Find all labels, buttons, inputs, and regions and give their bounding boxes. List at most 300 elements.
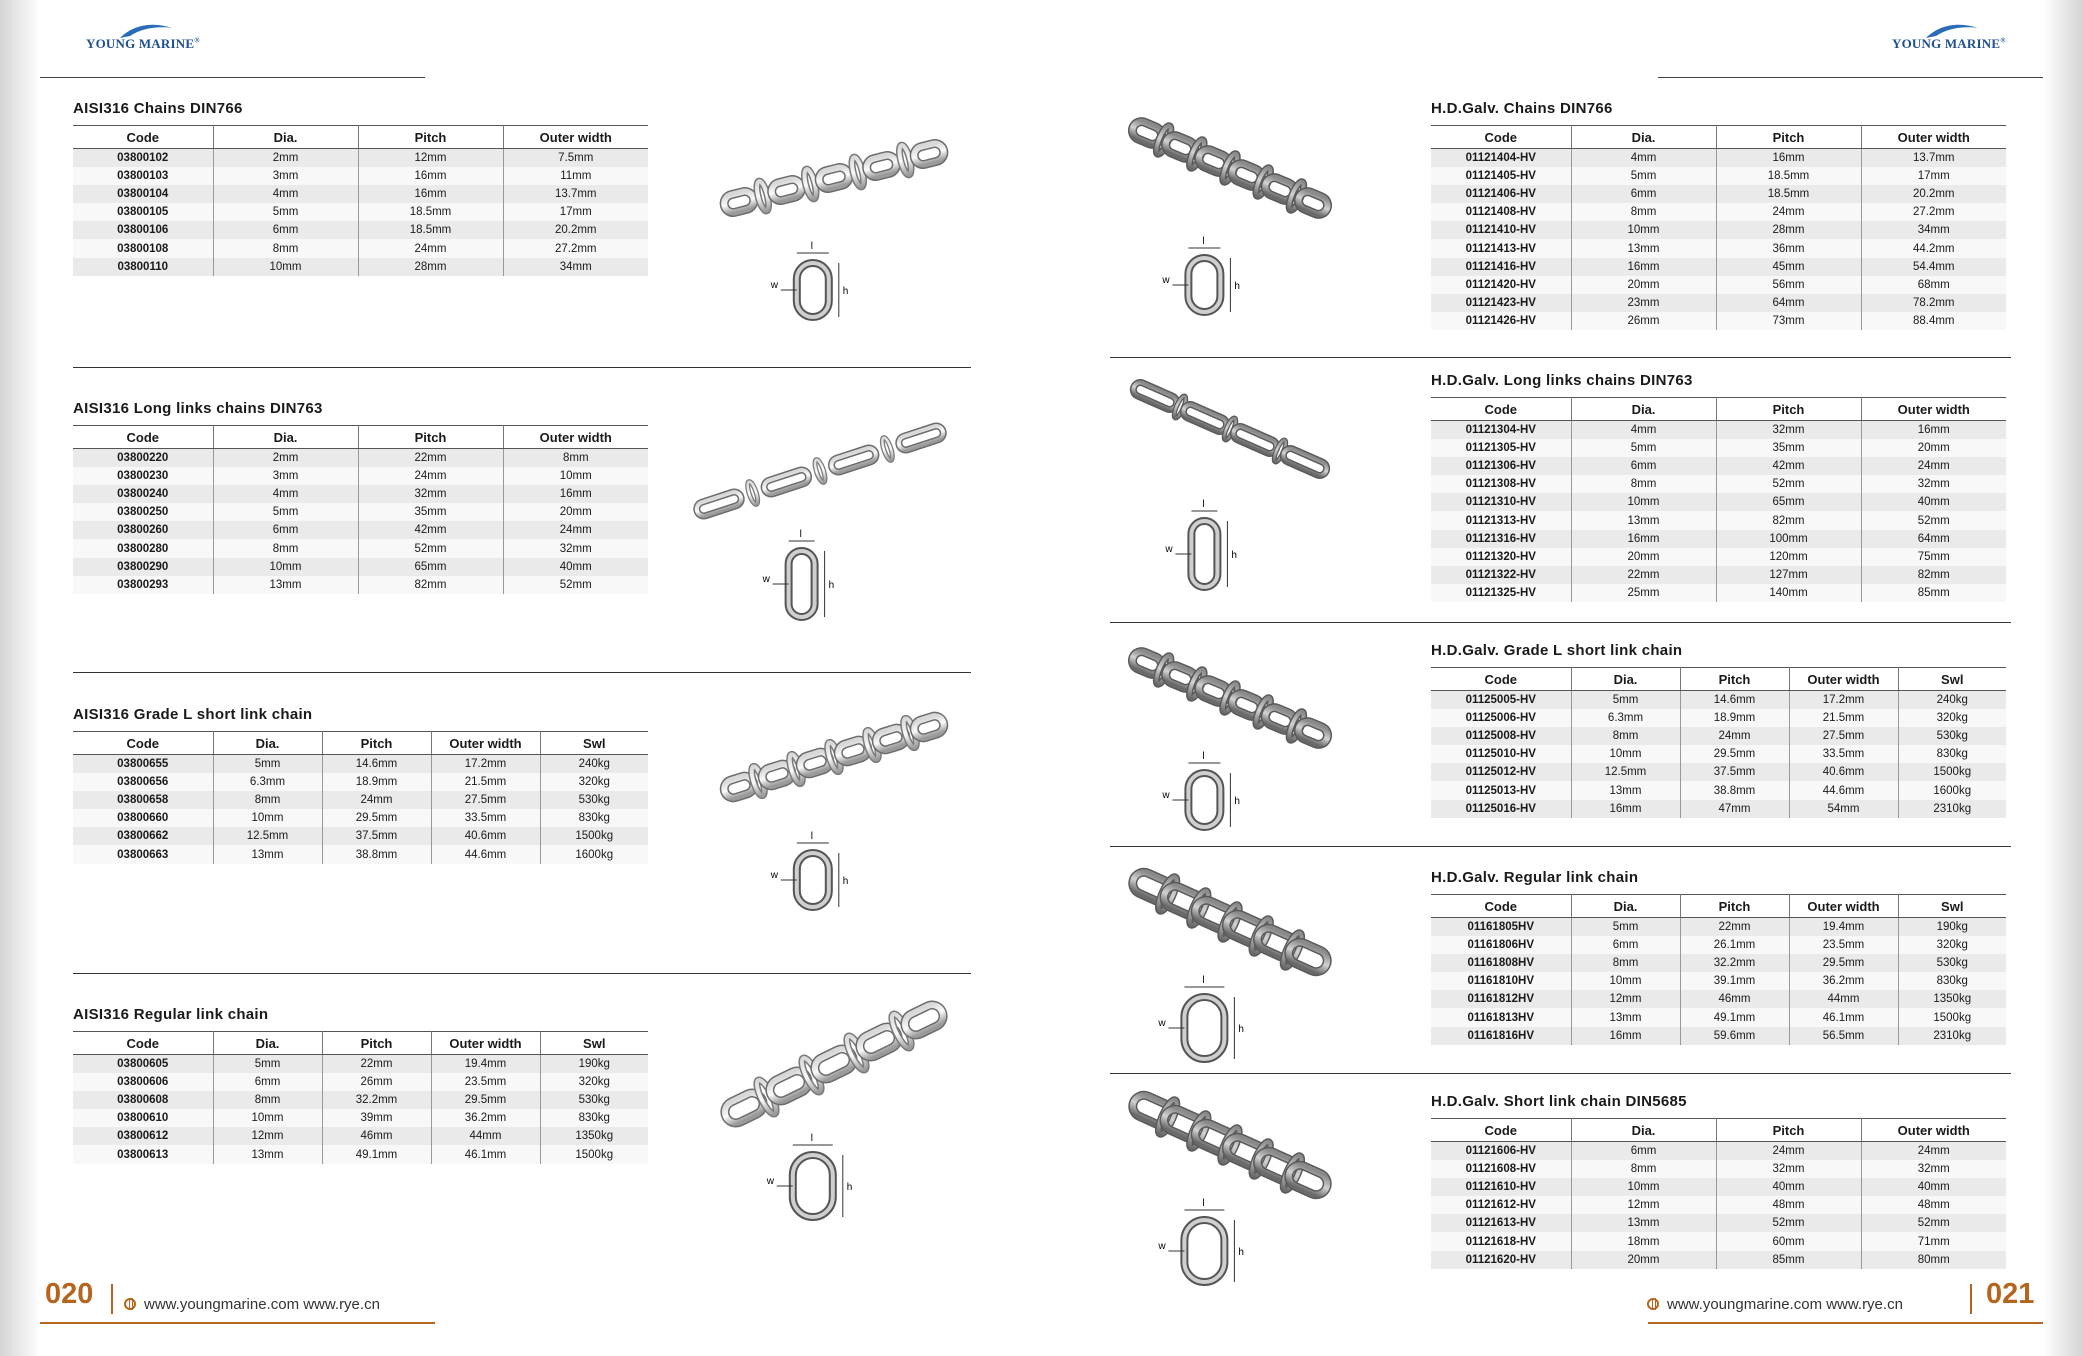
width-label: w bbox=[762, 574, 770, 585]
table-cell: 530kg bbox=[1898, 954, 2006, 972]
table-cell: 22mm bbox=[358, 449, 503, 467]
table-cell: 10mm bbox=[1571, 972, 1680, 990]
table-cell: 16mm bbox=[1571, 258, 1716, 276]
table-cell: 80mm bbox=[1861, 1251, 2006, 1269]
product-code: 01125008-HV bbox=[1431, 727, 1571, 745]
table-cell: 320kg bbox=[1898, 709, 2006, 727]
table-cell: 48mm bbox=[1861, 1196, 2006, 1214]
product-code: 01121612-HV bbox=[1431, 1196, 1571, 1214]
table-row bbox=[1431, 185, 2006, 203]
product-code: 01161808HV bbox=[1431, 954, 1571, 972]
table-cell: 830kg bbox=[1898, 745, 2006, 763]
table-cell: 4mm bbox=[1571, 149, 1716, 167]
chain-links bbox=[1130, 649, 1331, 747]
table-row bbox=[1431, 530, 2006, 548]
table-cell: 35mm bbox=[1716, 439, 1861, 457]
table-row bbox=[1431, 312, 2006, 330]
product-code: 01121420-HV bbox=[1431, 276, 1571, 294]
product-code: 01121406-HV bbox=[1431, 185, 1571, 203]
product-code: 03800104 bbox=[73, 185, 213, 203]
column-header: Dia. bbox=[1571, 126, 1716, 149]
table-cell: 1350kg bbox=[1898, 990, 2006, 1008]
product-code: 03800240 bbox=[73, 485, 213, 503]
table-cell: 830kg bbox=[1898, 972, 2006, 990]
table-cell: 13mm bbox=[1571, 781, 1680, 799]
table-cell: 82mm bbox=[358, 576, 503, 594]
spec-table bbox=[1431, 1118, 2006, 1269]
wave-icon bbox=[1922, 22, 1982, 40]
table-row bbox=[1431, 149, 2006, 167]
table-row bbox=[73, 1109, 648, 1127]
table-row bbox=[1431, 475, 2006, 493]
table-row bbox=[1431, 709, 2006, 727]
table-row bbox=[73, 1127, 648, 1145]
table-cell: 14.6mm bbox=[1680, 691, 1789, 709]
column-header: Outer width bbox=[1789, 895, 1898, 918]
height-label: h bbox=[828, 580, 835, 591]
height-label: h bbox=[846, 1182, 853, 1193]
table-cell: 40mm bbox=[1861, 493, 2006, 511]
height-label: h bbox=[842, 286, 849, 297]
table-cell: 24mm bbox=[322, 791, 431, 809]
table-cell: 17mm bbox=[1861, 167, 2006, 185]
section-divider bbox=[73, 367, 971, 368]
product-code: 01125005-HV bbox=[1431, 691, 1571, 709]
product-code: 03800610 bbox=[73, 1109, 213, 1127]
product-code: 01121608-HV bbox=[1431, 1160, 1571, 1178]
table-cell: 32.2mm bbox=[322, 1091, 431, 1109]
product-code: 03800293 bbox=[73, 576, 213, 594]
product-code: 01125013-HV bbox=[1431, 781, 1571, 799]
product-code: 01125010-HV bbox=[1431, 745, 1571, 763]
table-cell: 27.5mm bbox=[431, 791, 540, 809]
product-code: 01161816HV bbox=[1431, 1027, 1571, 1045]
table-cell: 64mm bbox=[1861, 530, 2006, 548]
table-cell: 20mm bbox=[503, 503, 648, 521]
column-header: Pitch bbox=[1716, 398, 1861, 421]
table-cell: 36.2mm bbox=[1789, 972, 1898, 990]
column-header: Pitch bbox=[1716, 1119, 1861, 1142]
product-code: 01121308-HV bbox=[1431, 475, 1571, 493]
length-label: l bbox=[810, 1133, 814, 1144]
height-label: h bbox=[1238, 1247, 1244, 1258]
table-cell: 26.1mm bbox=[1680, 936, 1789, 954]
table-cell: 24mm bbox=[1716, 1142, 1861, 1160]
table-cell: 22mm bbox=[1571, 566, 1716, 584]
column-header: Dia. bbox=[213, 126, 358, 149]
table-cell: 18.9mm bbox=[1680, 709, 1789, 727]
table-cell: 29.5mm bbox=[431, 1091, 540, 1109]
table-cell: 13mm bbox=[1571, 1214, 1716, 1232]
table-cell: 190kg bbox=[540, 1055, 648, 1073]
product-code: 01161812HV bbox=[1431, 990, 1571, 1008]
table-cell: 28mm bbox=[1716, 221, 1861, 239]
table-cell: 54mm bbox=[1789, 800, 1898, 818]
table-cell: 38.8mm bbox=[322, 845, 431, 863]
wave-icon bbox=[116, 22, 176, 40]
spec-table bbox=[1431, 397, 2006, 602]
table-cell: 64mm bbox=[1716, 294, 1861, 312]
section-hdgalv-din5685 bbox=[1431, 1093, 2006, 1269]
product-code: 03800606 bbox=[73, 1073, 213, 1091]
table-cell: 13mm bbox=[213, 1145, 322, 1163]
table-cell: 27.2mm bbox=[503, 239, 648, 257]
page-shadow-right bbox=[2043, 0, 2083, 1356]
product-code: 01121410-HV bbox=[1431, 221, 1571, 239]
table-cell: 10mm bbox=[213, 258, 358, 276]
product-code: 01121310-HV bbox=[1431, 493, 1571, 511]
width-label: w bbox=[770, 870, 779, 881]
table-row bbox=[1431, 1142, 2006, 1160]
table-cell: 8mm bbox=[1571, 203, 1716, 221]
product-code: 03800658 bbox=[73, 791, 213, 809]
table-row bbox=[73, 1055, 648, 1073]
product-code: 01121404-HV bbox=[1431, 149, 1571, 167]
table-cell: 2310kg bbox=[1898, 800, 2006, 818]
table-cell: 56.5mm bbox=[1789, 1027, 1898, 1045]
column-header: Pitch bbox=[1716, 126, 1861, 149]
table-cell: 6mm bbox=[1571, 1142, 1716, 1160]
table-cell: 320kg bbox=[540, 1073, 648, 1091]
page-shadow-left bbox=[0, 0, 40, 1356]
column-header: Pitch bbox=[1680, 668, 1789, 691]
table-cell: 20.2mm bbox=[1861, 185, 2006, 203]
product-code: 03800613 bbox=[73, 1145, 213, 1163]
spec-table bbox=[73, 125, 648, 276]
length-label: l bbox=[1202, 975, 1205, 986]
table-row bbox=[1431, 691, 2006, 709]
spec-table bbox=[73, 1031, 648, 1164]
table-row bbox=[1431, 457, 2006, 475]
product-code: 03800655 bbox=[73, 755, 213, 773]
section-hdgalv-din763 bbox=[1431, 372, 2006, 602]
chain-links bbox=[1129, 1092, 1331, 1198]
chain-links bbox=[722, 714, 946, 800]
table-cell: 27.2mm bbox=[1861, 203, 2006, 221]
column-header: Dia. bbox=[1571, 895, 1680, 918]
product-code: 01121620-HV bbox=[1431, 1251, 1571, 1269]
product-code: 01121413-HV bbox=[1431, 239, 1571, 257]
table-cell: 16mm bbox=[1571, 530, 1716, 548]
table-row bbox=[73, 503, 648, 521]
table-cell: 40mm bbox=[1861, 1178, 2006, 1196]
table-cell: 20.2mm bbox=[503, 221, 648, 239]
table-row bbox=[1431, 1196, 2006, 1214]
table-row bbox=[1431, 1251, 2006, 1269]
table-cell: 44.2mm bbox=[1861, 239, 2006, 257]
table-cell: 20mm bbox=[1571, 548, 1716, 566]
table-cell: 13.7mm bbox=[1861, 149, 2006, 167]
product-code: 03800250 bbox=[73, 503, 213, 521]
table-cell: 1500kg bbox=[540, 1145, 648, 1163]
table-cell: 52mm bbox=[358, 539, 503, 557]
product-code: 03800605 bbox=[73, 1055, 213, 1073]
table-cell: 1350kg bbox=[540, 1127, 648, 1145]
table-cell: 24mm bbox=[358, 239, 503, 257]
table-cell: 830kg bbox=[540, 1109, 648, 1127]
table-cell: 6mm bbox=[213, 521, 358, 539]
table-cell: 78.2mm bbox=[1861, 294, 2006, 312]
length-label: l bbox=[1202, 499, 1205, 510]
table-cell: 10mm bbox=[1571, 493, 1716, 511]
table-cell: 2mm bbox=[213, 449, 358, 467]
table-row bbox=[73, 221, 648, 239]
chain-illustration bbox=[1118, 110, 1388, 320]
footer-website-text: www.youngmarine.com www.rye.cn bbox=[144, 1296, 380, 1313]
table-cell: 32mm bbox=[358, 485, 503, 503]
table-cell: 6mm bbox=[213, 221, 358, 239]
product-code: 03800108 bbox=[73, 239, 213, 257]
table-cell: 60mm bbox=[1716, 1232, 1861, 1250]
width-label: w bbox=[1162, 275, 1170, 286]
product-code: 03800290 bbox=[73, 558, 213, 576]
table-row bbox=[73, 809, 648, 827]
section-hdgalv-regular bbox=[1431, 869, 2006, 1045]
table-cell: 23mm bbox=[1571, 294, 1716, 312]
table-cell: 8mm bbox=[213, 239, 358, 257]
column-header: Pitch bbox=[1680, 895, 1789, 918]
table-cell: 6mm bbox=[1571, 457, 1716, 475]
column-header: Outer width bbox=[503, 426, 648, 449]
height-label: h bbox=[842, 876, 849, 887]
column-header: Pitch bbox=[358, 426, 503, 449]
table-row bbox=[1431, 1178, 2006, 1196]
product-code: 03800106 bbox=[73, 221, 213, 239]
table-row bbox=[73, 845, 648, 863]
section-aisi316-din763 bbox=[73, 400, 648, 594]
table-cell: 16mm bbox=[1861, 421, 2006, 439]
table-cell: 8mm bbox=[503, 449, 648, 467]
chain-links bbox=[722, 142, 945, 215]
table-cell: 10mm bbox=[213, 809, 322, 827]
product-code: 01121610-HV bbox=[1431, 1178, 1571, 1196]
table-row bbox=[1431, 727, 2006, 745]
globe-icon bbox=[1647, 1298, 1659, 1310]
product-code: 03800110 bbox=[73, 258, 213, 276]
table-cell: 27.5mm bbox=[1789, 727, 1898, 745]
table-cell: 32mm bbox=[1716, 1160, 1861, 1178]
product-code: 01121305-HV bbox=[1431, 439, 1571, 457]
table-row bbox=[1431, 439, 2006, 457]
table-cell: 18.5mm bbox=[1716, 185, 1861, 203]
product-code: 01161813HV bbox=[1431, 1008, 1571, 1026]
table-cell: 82mm bbox=[1861, 566, 2006, 584]
table-cell: 36.2mm bbox=[431, 1109, 540, 1127]
table-cell: 19.4mm bbox=[431, 1055, 540, 1073]
table-cell: 18mm bbox=[1571, 1232, 1716, 1250]
column-header: Code bbox=[73, 1032, 213, 1055]
table-row bbox=[73, 485, 648, 503]
table-row bbox=[1431, 1232, 2006, 1250]
table-cell: 13mm bbox=[213, 576, 358, 594]
table-cell: 65mm bbox=[1716, 493, 1861, 511]
table-cell: 16mm bbox=[358, 167, 503, 185]
table-cell: 48mm bbox=[1716, 1196, 1861, 1214]
table-cell: 24mm bbox=[1680, 727, 1789, 745]
width-label: w bbox=[770, 280, 779, 291]
column-header: Outer width bbox=[1789, 668, 1898, 691]
table-cell: 16mm bbox=[1571, 1027, 1680, 1045]
product-code: 03800612 bbox=[73, 1127, 213, 1145]
width-label: w bbox=[1162, 790, 1170, 801]
table-cell: 1600kg bbox=[1898, 781, 2006, 799]
table-cell: 32mm bbox=[1716, 421, 1861, 439]
brand-logo-left bbox=[86, 36, 200, 52]
table-row bbox=[1431, 584, 2006, 602]
column-header: Dia. bbox=[1571, 1119, 1716, 1142]
width-label: w bbox=[1158, 1018, 1166, 1029]
table-cell: 6mm bbox=[1571, 936, 1680, 954]
table-cell: 5mm bbox=[1571, 167, 1716, 185]
table-cell: 6mm bbox=[1571, 185, 1716, 203]
height-label: h bbox=[1238, 1024, 1244, 1035]
table-cell: 82mm bbox=[1716, 511, 1861, 529]
product-code: 01121405-HV bbox=[1431, 167, 1571, 185]
chain-links bbox=[721, 1001, 947, 1126]
height-label: h bbox=[1234, 281, 1240, 292]
table-cell: 29.5mm bbox=[1680, 745, 1789, 763]
table-cell: 5mm bbox=[1571, 918, 1680, 936]
table-cell: 4mm bbox=[213, 185, 358, 203]
table-cell: 4mm bbox=[213, 485, 358, 503]
product-code: 01121426-HV bbox=[1431, 312, 1571, 330]
table-cell: 44.6mm bbox=[1789, 781, 1898, 799]
table-row bbox=[73, 1091, 648, 1109]
table-cell: 10mm bbox=[503, 467, 648, 485]
table-cell: 44.6mm bbox=[431, 845, 540, 863]
chain-links bbox=[695, 424, 945, 518]
table-cell: 12mm bbox=[1571, 990, 1680, 1008]
table-cell: 100mm bbox=[1716, 530, 1861, 548]
section-title: H.D.Galv. Regular link chain bbox=[1431, 869, 1639, 886]
column-header: Code bbox=[73, 732, 213, 755]
section-title: AISI316 Regular link chain bbox=[73, 1006, 269, 1023]
table-row bbox=[73, 521, 648, 539]
table-cell: 127mm bbox=[1716, 566, 1861, 584]
table-cell: 59.6mm bbox=[1680, 1027, 1789, 1045]
product-code: 01121618-HV bbox=[1431, 1232, 1571, 1250]
table-cell: 75mm bbox=[1861, 548, 2006, 566]
table-cell: 85mm bbox=[1716, 1251, 1861, 1269]
table-cell: 71mm bbox=[1861, 1232, 2006, 1250]
table-cell: 18.5mm bbox=[1716, 167, 1861, 185]
product-code: 01161806HV bbox=[1431, 936, 1571, 954]
product-code: 03800663 bbox=[73, 845, 213, 863]
section-title: H.D.Galv. Long links chains DIN763 bbox=[1431, 372, 1693, 389]
column-header: Swl bbox=[1898, 668, 2006, 691]
table-cell: 16mm bbox=[503, 485, 648, 503]
width-label: w bbox=[1165, 544, 1173, 555]
table-cell: 2mm bbox=[213, 149, 358, 167]
table-row bbox=[1431, 421, 2006, 439]
table-cell: 22mm bbox=[322, 1055, 431, 1073]
table-row bbox=[1431, 566, 2006, 584]
table-cell: 18.5mm bbox=[358, 221, 503, 239]
table-cell: 13mm bbox=[1571, 239, 1716, 257]
table-cell: 18.5mm bbox=[358, 203, 503, 221]
page-number-left: 020 bbox=[45, 1278, 94, 1310]
table-row bbox=[1431, 294, 2006, 312]
table-row bbox=[73, 239, 648, 257]
column-header: Dia. bbox=[1571, 398, 1716, 421]
table-cell: 40.6mm bbox=[431, 827, 540, 845]
table-cell: 46mm bbox=[1680, 990, 1789, 1008]
table-row bbox=[73, 203, 648, 221]
table-cell: 18.9mm bbox=[322, 773, 431, 791]
table-row bbox=[73, 827, 648, 845]
table-row bbox=[1431, 990, 2006, 1008]
table-cell: 22mm bbox=[1680, 918, 1789, 936]
table-row bbox=[1431, 1160, 2006, 1178]
footer-rule-left bbox=[40, 1322, 435, 1324]
section-divider bbox=[1110, 622, 2011, 623]
table-row bbox=[1431, 239, 2006, 257]
product-code: 03800660 bbox=[73, 809, 213, 827]
table-cell: 7.5mm bbox=[503, 149, 648, 167]
section-title: AISI316 Chains DIN766 bbox=[73, 100, 243, 117]
product-code: 01121304-HV bbox=[1431, 421, 1571, 439]
height-label: h bbox=[1234, 796, 1240, 807]
brand-logo-right bbox=[1892, 36, 2006, 52]
table-row bbox=[1431, 493, 2006, 511]
table-row bbox=[73, 258, 648, 276]
column-header: Pitch bbox=[358, 126, 503, 149]
table-cell: 6.3mm bbox=[213, 773, 322, 791]
link-dimension-diagram bbox=[1157, 1198, 1244, 1282]
column-header: Swl bbox=[540, 732, 648, 755]
table-row bbox=[1431, 1214, 2006, 1232]
table-cell: 140mm bbox=[1716, 584, 1861, 602]
link-dimension-diagram bbox=[1164, 499, 1237, 587]
table-cell: 320kg bbox=[1898, 936, 2006, 954]
table-cell: 40mm bbox=[503, 558, 648, 576]
section-hdgalv-grade-l bbox=[1431, 642, 2006, 818]
product-code: 03800608 bbox=[73, 1091, 213, 1109]
column-header: Code bbox=[1431, 126, 1571, 149]
table-row bbox=[73, 576, 648, 594]
section-aisi316-grade-l bbox=[73, 706, 648, 864]
product-code: 01121606-HV bbox=[1431, 1142, 1571, 1160]
table-cell: 25mm bbox=[1571, 584, 1716, 602]
column-header: Dia. bbox=[213, 426, 358, 449]
table-cell: 46.1mm bbox=[1789, 1008, 1898, 1026]
footer-website-left[interactable] bbox=[124, 1296, 380, 1313]
column-header: Outer width bbox=[431, 1032, 540, 1055]
table-row bbox=[1431, 972, 2006, 990]
column-header: Code bbox=[73, 126, 213, 149]
table-row bbox=[1431, 203, 2006, 221]
product-code: 01125006-HV bbox=[1431, 709, 1571, 727]
table-cell: 32mm bbox=[503, 539, 648, 557]
column-header: Code bbox=[1431, 398, 1571, 421]
table-cell: 20mm bbox=[1861, 439, 2006, 457]
section-hdgalv-din766 bbox=[1431, 100, 2006, 330]
table-cell: 8mm bbox=[1571, 1160, 1716, 1178]
footer-website-right[interactable] bbox=[1647, 1296, 1903, 1313]
table-cell: 44mm bbox=[1789, 990, 1898, 1008]
section-divider bbox=[1110, 846, 2011, 847]
section-divider bbox=[1110, 1073, 2011, 1074]
table-row bbox=[1431, 800, 2006, 818]
table-cell: 240kg bbox=[1898, 691, 2006, 709]
product-code: 01121325-HV bbox=[1431, 584, 1571, 602]
chain-illustration bbox=[694, 115, 964, 325]
section-title: H.D.Galv. Short link chain DIN5685 bbox=[1431, 1093, 1687, 1110]
table-row bbox=[1431, 221, 2006, 239]
header-rule-right bbox=[1658, 77, 2043, 78]
table-cell: 6.3mm bbox=[1571, 709, 1680, 727]
table-row bbox=[1431, 918, 2006, 936]
